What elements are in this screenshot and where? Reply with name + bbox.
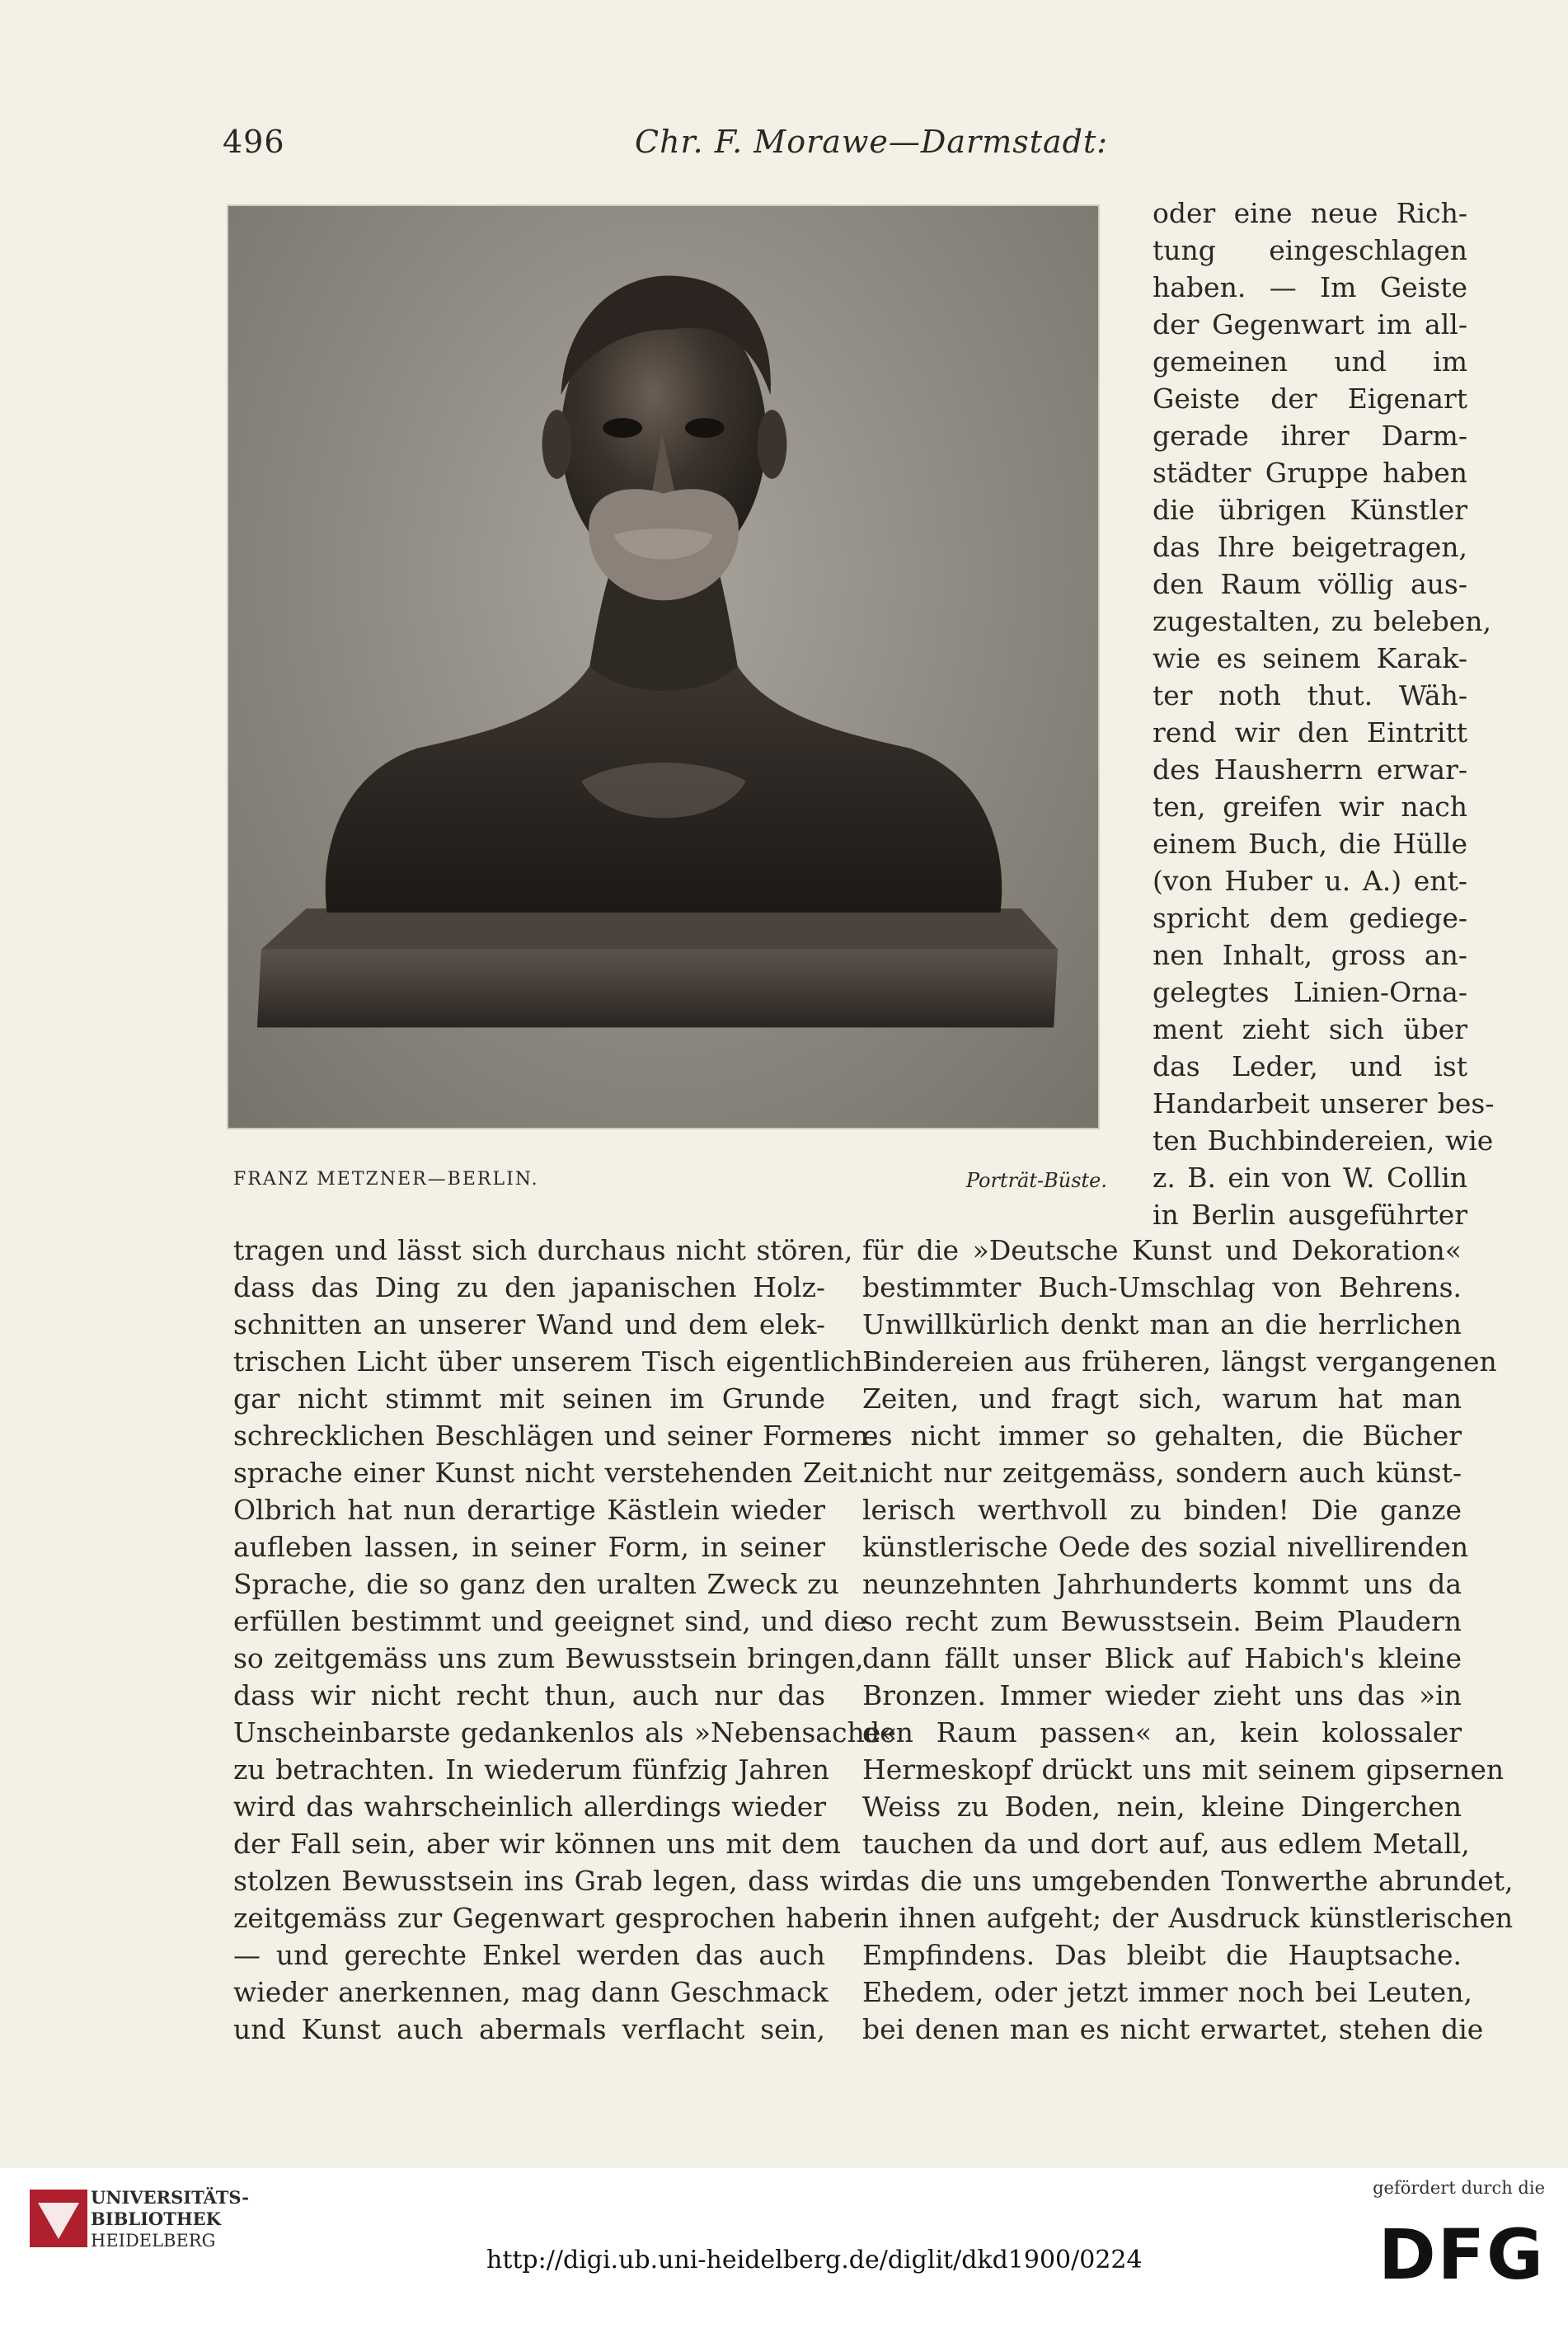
text-line: bestimmter Buch-Umschlag von Behrens. <box>862 1271 1462 1303</box>
text-line: die übrigen Künstler <box>1153 494 1467 526</box>
text-line: wie es seinem Karak- <box>1153 642 1467 674</box>
text-line: Handarbeit unserer bes- <box>1153 1087 1495 1120</box>
text-line: in Berlin ausgeführter <box>1153 1199 1467 1231</box>
dfg-logo: DFG <box>1378 2214 1545 2295</box>
page-number: 496 <box>223 124 285 160</box>
text-line: sprache einer Kunst nicht verstehenden Zeit. <box>233 1457 866 1489</box>
text-line: stolzen Bewusstsein ins Grab legen, dass wir <box>233 1865 865 1897</box>
text-line: für die »Deutsche Kunst und Dekoration« <box>862 1234 1462 1266</box>
text-line: das Ihre beigetragen, <box>1153 531 1467 563</box>
text-line: der Fall sein, aber wir können uns mit dem <box>233 1828 841 1860</box>
text-line: Hermeskopf drückt uns mit seinem gipsernen <box>862 1753 1505 1786</box>
text-line: so zeitgemäss uns zum Bewusstsein bringen, <box>233 1642 864 1674</box>
text-line: ten, greifen wir nach <box>1153 791 1467 823</box>
text-line: ter noth thut. Wäh- <box>1153 679 1467 711</box>
text-line: zu betrachten. In wiederum fünfzig Jahren <box>233 1753 830 1786</box>
text-line: zeitgemäss zur Gegenwart gesprochen haben <box>233 1902 871 1934</box>
text-line: ment zieht sich über <box>1153 1013 1467 1045</box>
text-line: des Hausherrn erwar- <box>1153 753 1467 786</box>
text-line: das Leder, und ist <box>1153 1050 1467 1082</box>
text-line: schnitten an unserer Wand und dem elek- <box>233 1308 825 1340</box>
text-line: gar nicht stimmt mit seinen im Grunde <box>233 1382 825 1415</box>
text-line: städter Gruppe haben <box>1153 457 1467 489</box>
text-line: Unwillkürlich denkt man an die herrlichen <box>862 1308 1462 1340</box>
text-line: gelegtes Linien-Orna- <box>1153 976 1467 1008</box>
text-line: Ehedem, oder jetzt immer noch bei Leuten, <box>862 1976 1472 2008</box>
text-line: künstlerische Oede des sozial nivellirenden <box>862 1531 1469 1563</box>
text-line: nicht nur zeitgemäss, sondern auch künst- <box>862 1457 1462 1489</box>
text-line: so recht zum Bewusstsein. Beim Plaudern <box>862 1605 1462 1637</box>
text-line: oder eine neue Rich- <box>1153 197 1467 229</box>
library-name-line3: HEIDELBERG <box>91 2231 216 2251</box>
text-line: dass wir nicht recht thun, auch nur das <box>233 1679 825 1711</box>
text-line: neunzehnten Jahrhunderts kommt uns da <box>862 1568 1462 1600</box>
text-line: den Raum passen« an, kein kolossaler <box>862 1716 1462 1749</box>
text-line: Bronzen. Immer wieder zieht uns das »in <box>862 1679 1462 1711</box>
text-line: wieder anerkennen, mag dann Geschmack <box>233 1976 829 2008</box>
text-line: Sprache, die so ganz den uralten Zweck zu <box>233 1568 839 1600</box>
text-line: (von Huber u. A.) ent- <box>1153 865 1467 897</box>
bust-illustration <box>228 206 1098 1128</box>
text-line: ten Buchbindereien, wie <box>1153 1124 1494 1157</box>
running-title: Chr. F. Morawe—Darmstadt: <box>635 124 1109 160</box>
text-line: Unscheinbarste gedankenlos als »Nebensache« <box>233 1716 898 1749</box>
text-line: haben. — Im Geiste <box>1153 271 1467 303</box>
text-line: tauchen da und dort auf, aus edlem Metall, <box>862 1828 1470 1860</box>
text-line: Zeiten, und fragt sich, warum hat man <box>862 1382 1462 1415</box>
text-line: Olbrich hat nun derartige Kästlein wieder <box>233 1494 825 1526</box>
library-name-line2: BIBLIOTHEK <box>91 2209 221 2229</box>
text-line: gemeinen und im <box>1153 345 1467 378</box>
text-line: gerade ihrer Darm- <box>1153 420 1467 452</box>
text-line: — und gerechte Enkel werden das auch <box>233 1939 825 1971</box>
text-line: dann fällt unser Blick auf Habich's kleine <box>862 1642 1462 1674</box>
text-line: tung eingeschlagen <box>1153 234 1467 266</box>
text-line: wird das wahrscheinlich allerdings wieder <box>233 1791 827 1823</box>
text-line: dass das Ding zu den japanischen Holz- <box>233 1271 825 1303</box>
text-line: bei denen man es nicht erwartet, stehen die <box>862 2013 1484 2045</box>
text-line: und Kunst auch abermals verflacht sein, <box>233 2013 825 2045</box>
text-line: rend wir den Eintritt <box>1153 716 1467 749</box>
caption-artist: FRANZ METZNER—BERLIN. <box>233 1169 539 1190</box>
text-line: Geiste der Eigenart <box>1153 383 1467 415</box>
text-line: das die uns umgebenden Tonwerthe abrundet, <box>862 1865 1514 1897</box>
portrait-bust-photo <box>227 204 1100 1129</box>
text-line: lerisch werthvoll zu binden! Die ganze <box>862 1494 1462 1526</box>
funding-note: gefördert durch die <box>1373 2178 1545 2198</box>
text-line: schrecklichen Beschlägen und seiner Formen- <box>233 1420 878 1452</box>
text-line: es nicht immer so gehalten, die Bücher <box>862 1420 1462 1452</box>
text-column-right-top <box>1153 195 1495 1233</box>
text-line: Empfindens. Das bleibt die Hauptsache. <box>862 1939 1462 1971</box>
text-line: den Raum völlig aus- <box>1153 568 1467 600</box>
text-line: aufleben lassen, in seiner Form, in seiner <box>233 1531 825 1563</box>
text-line: nen Inhalt, gross an- <box>1153 939 1467 971</box>
text-line: spricht dem gediege- <box>1153 902 1467 934</box>
library-name <box>91 2187 249 2251</box>
text-line: Bindereien aus früheren, längst vergangenen <box>862 1345 1497 1378</box>
text-line: zugestalten, zu beleben, <box>1153 605 1492 637</box>
text-line: Weiss zu Boden, nein, kleine Dingerchen <box>862 1791 1462 1823</box>
text-line: in ihnen aufgeht; der Ausdruck künstlerischen <box>862 1902 1514 1934</box>
text-line: der Gegenwart im all- <box>1153 308 1467 340</box>
page-header <box>223 124 1459 173</box>
text-line: einem Buch, die Hülle <box>1153 828 1467 860</box>
text-line: erfüllen bestimmt und geeignet sind, und die <box>233 1605 866 1637</box>
text-column-right <box>862 1232 1514 2048</box>
library-name-line1: UNIVERSITÄTS- <box>91 2187 249 2208</box>
text-line: tragen und lässt sich durchaus nicht stören, <box>233 1234 853 1266</box>
text-line: z. B. ein von W. Collin <box>1153 1162 1467 1194</box>
text-line: trischen Licht über unserem Tisch eigentlich <box>233 1345 863 1378</box>
figure-caption <box>233 1169 1107 1202</box>
text-column-left <box>233 1232 898 2048</box>
caption-title: Porträt-Büste. <box>965 1169 1107 1192</box>
permalink-url[interactable]: http://digi.ub.uni-heidelberg.de/diglit/dkd1900/0224 <box>486 2246 1143 2274</box>
